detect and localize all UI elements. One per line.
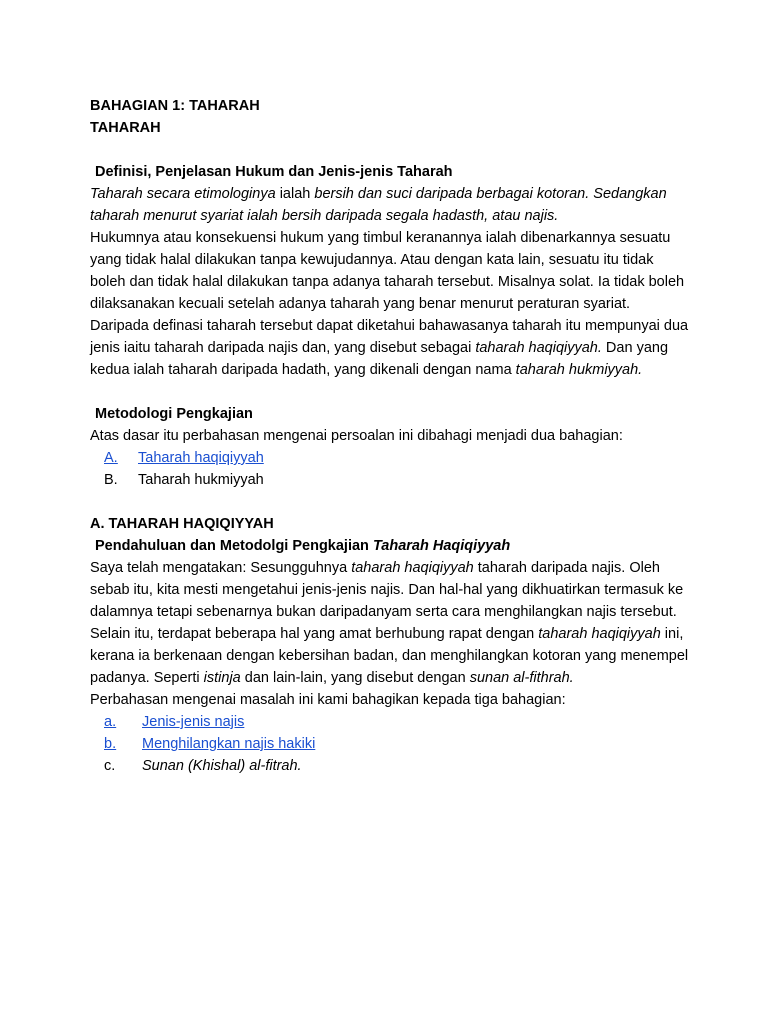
text-run: taharah haqiqiyyah. [475, 340, 602, 356]
document-page [90, 95, 690, 777]
haqiqiyyah-title: A. TAHARAH HAQIQIYYAH [90, 516, 274, 532]
text-run: Daripada definasi taharah tersebut dapat diketahui bahawasanya taharah itu mempunyai dua jenis iaitu taharah daripada najis dan, yang disebut sebagai [90, 318, 689, 356]
text-run: taharah haqiqiyyah [351, 560, 474, 576]
list-label: Taharah hukmiyyah [138, 472, 264, 488]
list-marker: B. [104, 472, 118, 488]
list-item-menghilangkan-najis[interactable] [90, 733, 690, 755]
text-run: Pendahuluan dan Metodolgi Pengkajian [95, 538, 373, 554]
list-item-taharah-haqiqiyyah[interactable] [90, 447, 690, 469]
text-run: ialah [275, 186, 315, 202]
text-run: dan lain-lain, yang disebut dengan [240, 670, 470, 686]
text-run: ini, kerana ia berkenaan dengan kebersihan badan, dan menghilangkan kotoran yang menempel padanya. Seperti [90, 626, 689, 686]
list-label[interactable]: Menghilangkan najis hakiki [142, 736, 316, 752]
methodology-list [90, 447, 690, 491]
part-title: BAHAGIAN 1: TAHARAH [90, 98, 260, 114]
list-item-taharah-hukmiyyah [90, 469, 690, 491]
ruling-paragraph: Hukumnya atau konsekuensi hukum yang timbul keranannya ialah dibenarkannya sesuatu yang tidak halal dilakukan tanpa kewujudannya. Atau dengan kata lain, sesuatu itu tidak boleh dan tidak halal dilakukan tanpa adanya taharah tersebut. Misalnya solat. Ia tidak boleh dilaksanakan kecuali setelah adanya taharah yang benar menurut peraturan syariat. [90, 230, 685, 312]
types-paragraph [90, 315, 690, 381]
list-marker: a. [104, 714, 117, 730]
division-list [90, 711, 690, 777]
text-run: Taharah Haqiqiyyah [372, 538, 511, 554]
introduction-heading [90, 535, 690, 557]
methodology-heading: Metodologi Pengkajian [95, 406, 253, 422]
definition-heading: Definisi, Penjelasan Hukum dan Jenis-jenis Taharah [95, 164, 453, 180]
list-marker: c. [104, 758, 116, 774]
division-paragraph: Perbahasan mengenai masalah ini kami bahagikan kepada tiga bahagian: [90, 692, 566, 708]
list-label[interactable]: Taharah haqiqiyyah [138, 450, 264, 466]
text-run: bersih dan suci daripada berbagai kotoran. Sedangkan taharah menurut syariat ialah bersih daripada segala hadasth, atau najis. [90, 186, 667, 224]
section-title: TAHARAH [90, 120, 161, 136]
list-marker: b. [104, 736, 117, 752]
list-marker: A. [104, 450, 118, 466]
text-run: taharah haqiqiyyah [538, 626, 661, 642]
text-run: Saya telah mengatakan: Sesungguhnya [90, 560, 352, 576]
list-label: Sunan (Khishal) al-fitrah. [142, 758, 302, 774]
text-run: istinja [203, 670, 241, 686]
list-label[interactable]: Jenis-jenis najis [142, 714, 245, 730]
text-run: taharah daripada najis. Oleh sebab itu, kita mesti mengetahui jenis-jenis najis. Dan hal-hal yang dikhuatirkan termasuk ke dalamnya tetapi sebenarnya bukan daripadanyam serta cara menghilangkan najis tersebut. Selain itu, terdapat beberapa hal yang amat berhubung rapat dengan [90, 560, 684, 642]
list-item-jenis-najis[interactable] [90, 711, 690, 733]
text-run: taharah hukmiyyah. [515, 362, 643, 378]
list-item-sunan-fitrah [90, 755, 690, 777]
text-run: Taharah secara etimologinya [90, 186, 276, 202]
definition-paragraph [90, 183, 690, 227]
introduction-paragraph [90, 557, 690, 689]
methodology-paragraph: Atas dasar itu perbahasan mengenai persoalan ini dibahagi menjadi dua bahagian: [90, 428, 623, 444]
text-run: Dan yang kedua ialah taharah daripada hadath, yang dikenali dengan nama [90, 340, 669, 378]
text-run: sunan al-fithrah. [469, 670, 574, 686]
